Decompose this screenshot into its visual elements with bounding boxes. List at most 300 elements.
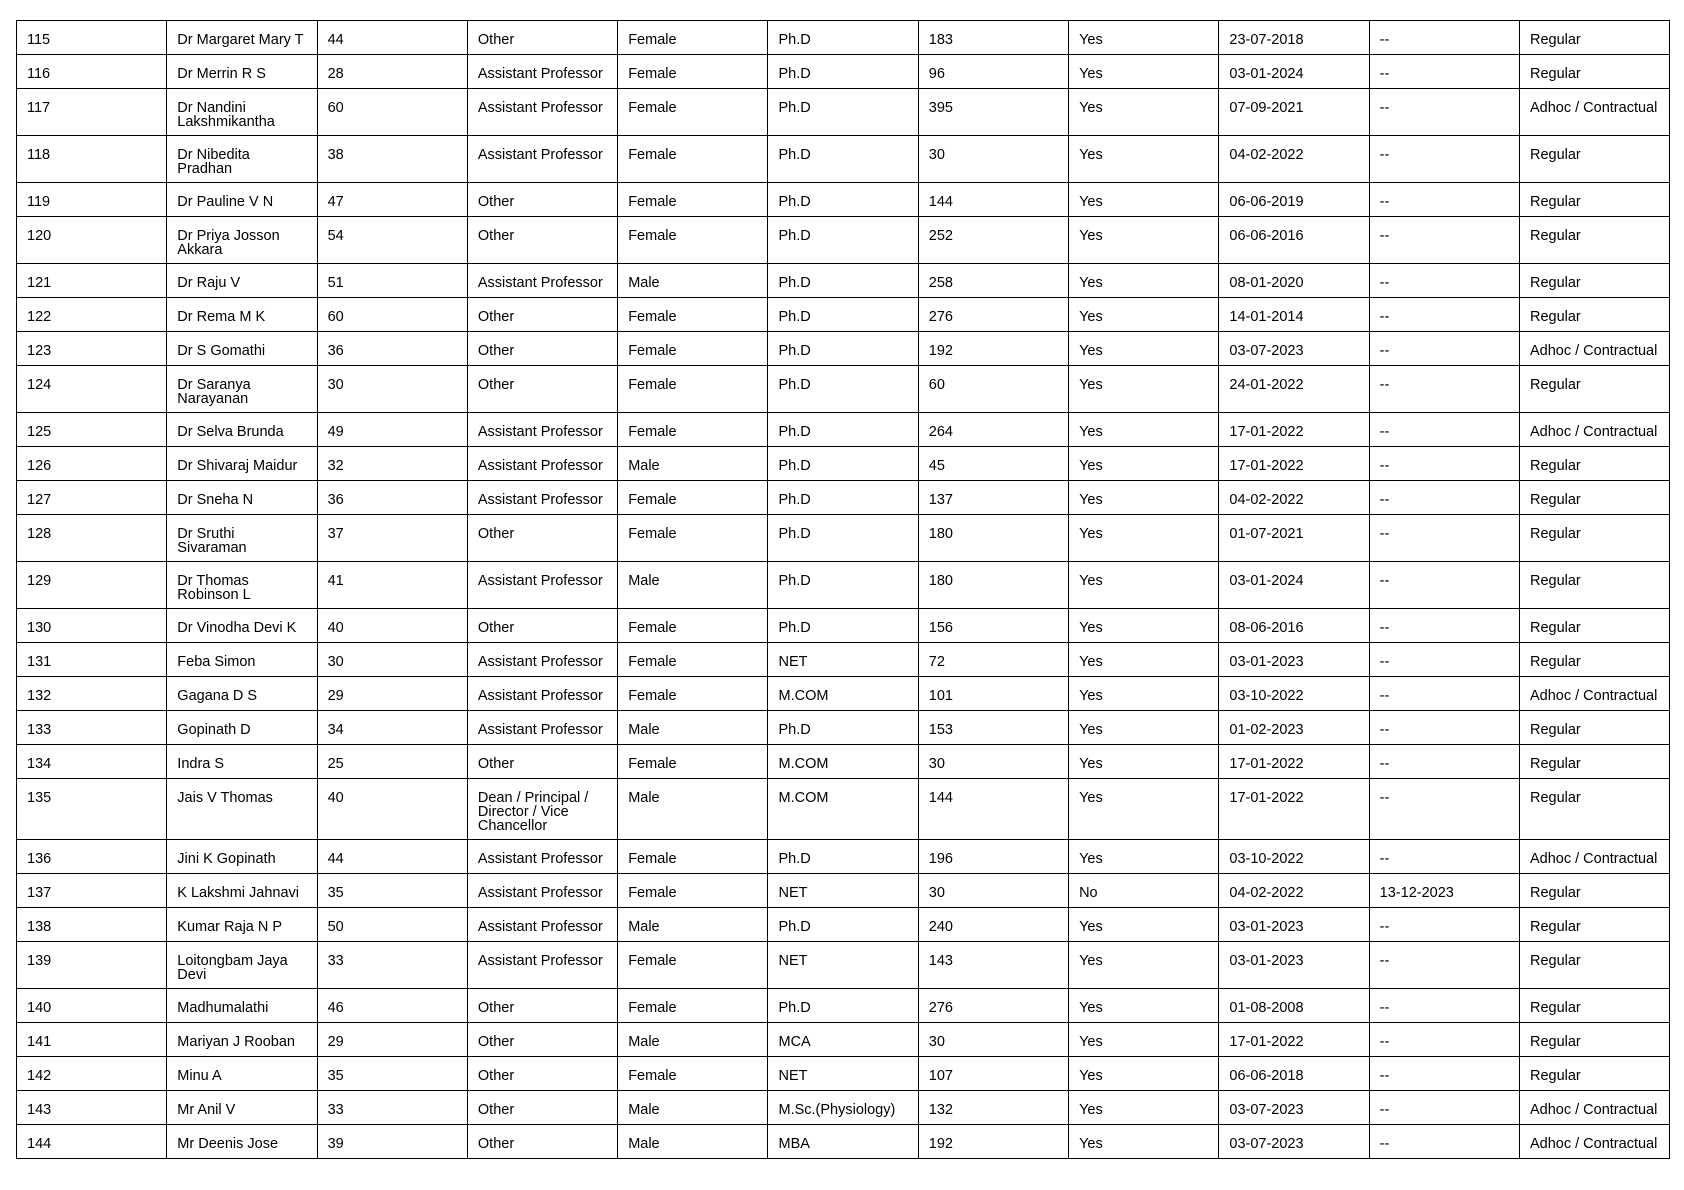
status-cell: Yes — [1069, 942, 1219, 989]
leaving-date-cell: -- — [1369, 481, 1519, 515]
qualification-cell: Ph.D — [768, 264, 918, 298]
age-cell: 36 — [317, 332, 467, 366]
age-cell: 44 — [317, 21, 467, 55]
serial-number-cell: 124 — [17, 366, 167, 413]
name-cell: Gagana D S — [167, 677, 317, 711]
experience-cell: 132 — [918, 1091, 1068, 1125]
status-cell: Yes — [1069, 1091, 1219, 1125]
table-row — [17, 332, 1670, 366]
qualification-cell: Ph.D — [768, 183, 918, 217]
leaving-date-cell: -- — [1369, 1023, 1519, 1057]
age-cell: 50 — [317, 908, 467, 942]
serial-number-cell: 129 — [17, 562, 167, 609]
designation-cell: Other — [467, 1023, 617, 1057]
age-cell: 60 — [317, 89, 467, 136]
designation-cell: Dean / Principal / Director / Vice Chancellor — [467, 779, 617, 840]
qualification-cell: M.Sc.(Physiology) — [768, 1091, 918, 1125]
status-cell: Yes — [1069, 745, 1219, 779]
table-row — [17, 942, 1670, 989]
qualification-cell: Ph.D — [768, 447, 918, 481]
leaving-date-cell: -- — [1369, 779, 1519, 840]
appointment-type-cell: Adhoc / Contractual — [1519, 840, 1669, 874]
age-cell: 30 — [317, 643, 467, 677]
designation-cell: Other — [467, 217, 617, 264]
appointment-type-cell: Adhoc / Contractual — [1519, 413, 1669, 447]
table-row — [17, 366, 1670, 413]
name-cell: Feba Simon — [167, 643, 317, 677]
qualification-cell: Ph.D — [768, 21, 918, 55]
joining-date-cell: 06-06-2019 — [1219, 183, 1369, 217]
experience-cell: 183 — [918, 21, 1068, 55]
serial-number-cell: 132 — [17, 677, 167, 711]
table-row — [17, 89, 1670, 136]
table-row — [17, 1023, 1670, 1057]
serial-number-cell: 136 — [17, 840, 167, 874]
qualification-cell: Ph.D — [768, 55, 918, 89]
designation-cell: Other — [467, 1057, 617, 1091]
qualification-cell: NET — [768, 874, 918, 908]
leaving-date-cell: -- — [1369, 298, 1519, 332]
qualification-cell: Ph.D — [768, 711, 918, 745]
age-cell: 28 — [317, 55, 467, 89]
gender-cell: Male — [618, 908, 768, 942]
appointment-type-cell: Regular — [1519, 264, 1669, 298]
status-cell: Yes — [1069, 677, 1219, 711]
joining-date-cell: 03-07-2023 — [1219, 1091, 1369, 1125]
appointment-type-cell: Regular — [1519, 515, 1669, 562]
appointment-type-cell: Regular — [1519, 643, 1669, 677]
leaving-date-cell: -- — [1369, 840, 1519, 874]
gender-cell: Female — [618, 840, 768, 874]
name-cell: Dr Raju V — [167, 264, 317, 298]
joining-date-cell: 24-01-2022 — [1219, 366, 1369, 413]
age-cell: 47 — [317, 183, 467, 217]
leaving-date-cell: -- — [1369, 366, 1519, 413]
name-cell: Dr Sruthi Sivaraman — [167, 515, 317, 562]
name-cell: Dr Vinodha Devi K — [167, 609, 317, 643]
designation-cell: Assistant Professor — [467, 677, 617, 711]
serial-number-cell: 134 — [17, 745, 167, 779]
qualification-cell: Ph.D — [768, 217, 918, 264]
name-cell: Mr Anil V — [167, 1091, 317, 1125]
name-cell: Madhumalathi — [167, 989, 317, 1023]
leaving-date-cell: -- — [1369, 609, 1519, 643]
designation-cell: Other — [467, 332, 617, 366]
joining-date-cell: 01-07-2021 — [1219, 515, 1369, 562]
designation-cell: Other — [467, 366, 617, 413]
table-row — [17, 874, 1670, 908]
designation-cell: Assistant Professor — [467, 447, 617, 481]
table-row — [17, 745, 1670, 779]
table-row — [17, 643, 1670, 677]
designation-cell: Other — [467, 21, 617, 55]
status-cell: Yes — [1069, 562, 1219, 609]
status-cell: Yes — [1069, 643, 1219, 677]
leaving-date-cell: -- — [1369, 515, 1519, 562]
leaving-date-cell: -- — [1369, 1091, 1519, 1125]
name-cell: Mariyan J Rooban — [167, 1023, 317, 1057]
name-cell: Indra S — [167, 745, 317, 779]
name-cell: Dr Nibedita Pradhan — [167, 136, 317, 183]
age-cell: 35 — [317, 874, 467, 908]
designation-cell: Other — [467, 989, 617, 1023]
experience-cell: 180 — [918, 515, 1068, 562]
qualification-cell: Ph.D — [768, 481, 918, 515]
qualification-cell: Ph.D — [768, 332, 918, 366]
appointment-type-cell: Regular — [1519, 136, 1669, 183]
name-cell: Dr Rema M K — [167, 298, 317, 332]
joining-date-cell: 06-06-2016 — [1219, 217, 1369, 264]
table-row — [17, 21, 1670, 55]
age-cell: 35 — [317, 1057, 467, 1091]
joining-date-cell: 17-01-2022 — [1219, 745, 1369, 779]
joining-date-cell: 03-01-2023 — [1219, 643, 1369, 677]
serial-number-cell: 116 — [17, 55, 167, 89]
status-cell: Yes — [1069, 711, 1219, 745]
serial-number-cell: 130 — [17, 609, 167, 643]
table-row — [17, 1091, 1670, 1125]
joining-date-cell: 17-01-2022 — [1219, 1023, 1369, 1057]
joining-date-cell: 03-01-2024 — [1219, 55, 1369, 89]
age-cell: 46 — [317, 989, 467, 1023]
table-row — [17, 562, 1670, 609]
name-cell: Loitongbam Jaya Devi — [167, 942, 317, 989]
serial-number-cell: 142 — [17, 1057, 167, 1091]
status-cell: Yes — [1069, 1057, 1219, 1091]
experience-cell: 96 — [918, 55, 1068, 89]
gender-cell: Female — [618, 481, 768, 515]
experience-cell: 144 — [918, 183, 1068, 217]
joining-date-cell: 07-09-2021 — [1219, 89, 1369, 136]
designation-cell: Assistant Professor — [467, 413, 617, 447]
gender-cell: Male — [618, 1091, 768, 1125]
qualification-cell: NET — [768, 942, 918, 989]
status-cell: Yes — [1069, 908, 1219, 942]
experience-cell: 196 — [918, 840, 1068, 874]
gender-cell: Male — [618, 1125, 768, 1159]
leaving-date-cell: -- — [1369, 332, 1519, 366]
qualification-cell: Ph.D — [768, 609, 918, 643]
gender-cell: Female — [618, 1057, 768, 1091]
gender-cell: Female — [618, 136, 768, 183]
designation-cell: Assistant Professor — [467, 264, 617, 298]
leaving-date-cell: -- — [1369, 264, 1519, 298]
serial-number-cell: 120 — [17, 217, 167, 264]
designation-cell: Assistant Professor — [467, 711, 617, 745]
name-cell: K Lakshmi Jahnavi — [167, 874, 317, 908]
experience-cell: 30 — [918, 745, 1068, 779]
appointment-type-cell: Regular — [1519, 1057, 1669, 1091]
status-cell: Yes — [1069, 55, 1219, 89]
joining-date-cell: 08-01-2020 — [1219, 264, 1369, 298]
experience-cell: 144 — [918, 779, 1068, 840]
gender-cell: Female — [618, 89, 768, 136]
appointment-type-cell: Regular — [1519, 366, 1669, 413]
gender-cell: Female — [618, 609, 768, 643]
qualification-cell: Ph.D — [768, 840, 918, 874]
qualification-cell: M.COM — [768, 745, 918, 779]
table-row — [17, 677, 1670, 711]
gender-cell: Male — [618, 711, 768, 745]
age-cell: 36 — [317, 481, 467, 515]
status-cell: Yes — [1069, 136, 1219, 183]
designation-cell: Assistant Professor — [467, 55, 617, 89]
designation-cell: Other — [467, 609, 617, 643]
experience-cell: 30 — [918, 1023, 1068, 1057]
joining-date-cell: 01-02-2023 — [1219, 711, 1369, 745]
joining-date-cell: 04-02-2022 — [1219, 481, 1369, 515]
appointment-type-cell: Regular — [1519, 745, 1669, 779]
joining-date-cell: 23-07-2018 — [1219, 21, 1369, 55]
name-cell: Dr Margaret Mary T — [167, 21, 317, 55]
joining-date-cell: 04-02-2022 — [1219, 136, 1369, 183]
table-row — [17, 989, 1670, 1023]
status-cell: Yes — [1069, 989, 1219, 1023]
status-cell: No — [1069, 874, 1219, 908]
table-row — [17, 217, 1670, 264]
serial-number-cell: 119 — [17, 183, 167, 217]
experience-cell: 107 — [918, 1057, 1068, 1091]
qualification-cell: Ph.D — [768, 562, 918, 609]
experience-cell: 264 — [918, 413, 1068, 447]
gender-cell: Female — [618, 643, 768, 677]
appointment-type-cell: Regular — [1519, 779, 1669, 840]
experience-cell: 30 — [918, 874, 1068, 908]
name-cell: Dr Selva Brunda — [167, 413, 317, 447]
age-cell: 54 — [317, 217, 467, 264]
serial-number-cell: 131 — [17, 643, 167, 677]
table-row — [17, 779, 1670, 840]
status-cell: Yes — [1069, 217, 1219, 264]
appointment-type-cell: Adhoc / Contractual — [1519, 1125, 1669, 1159]
experience-cell: 258 — [918, 264, 1068, 298]
gender-cell: Male — [618, 447, 768, 481]
serial-number-cell: 117 — [17, 89, 167, 136]
qualification-cell: Ph.D — [768, 298, 918, 332]
leaving-date-cell: -- — [1369, 711, 1519, 745]
name-cell: Gopinath D — [167, 711, 317, 745]
gender-cell: Female — [618, 55, 768, 89]
gender-cell: Female — [618, 942, 768, 989]
status-cell: Yes — [1069, 609, 1219, 643]
table-row — [17, 55, 1670, 89]
joining-date-cell: 03-07-2023 — [1219, 1125, 1369, 1159]
experience-cell: 192 — [918, 332, 1068, 366]
qualification-cell: Ph.D — [768, 908, 918, 942]
appointment-type-cell: Adhoc / Contractual — [1519, 677, 1669, 711]
table-row — [17, 840, 1670, 874]
name-cell: Jini K Gopinath — [167, 840, 317, 874]
name-cell: Dr Pauline V N — [167, 183, 317, 217]
serial-number-cell: 122 — [17, 298, 167, 332]
faculty-table — [16, 20, 1670, 1159]
status-cell: Yes — [1069, 366, 1219, 413]
gender-cell: Female — [618, 217, 768, 264]
serial-number-cell: 144 — [17, 1125, 167, 1159]
name-cell: Dr Thomas Robinson L — [167, 562, 317, 609]
appointment-type-cell: Regular — [1519, 55, 1669, 89]
gender-cell: Female — [618, 745, 768, 779]
leaving-date-cell: -- — [1369, 55, 1519, 89]
qualification-cell: M.COM — [768, 779, 918, 840]
age-cell: 37 — [317, 515, 467, 562]
age-cell: 25 — [317, 745, 467, 779]
table-row — [17, 136, 1670, 183]
appointment-type-cell: Regular — [1519, 609, 1669, 643]
designation-cell: Other — [467, 515, 617, 562]
designation-cell: Assistant Professor — [467, 89, 617, 136]
experience-cell: 30 — [918, 136, 1068, 183]
qualification-cell: Ph.D — [768, 413, 918, 447]
designation-cell: Assistant Professor — [467, 562, 617, 609]
appointment-type-cell: Regular — [1519, 1023, 1669, 1057]
status-cell: Yes — [1069, 1023, 1219, 1057]
designation-cell: Assistant Professor — [467, 908, 617, 942]
serial-number-cell: 121 — [17, 264, 167, 298]
joining-date-cell: 17-01-2022 — [1219, 779, 1369, 840]
appointment-type-cell: Adhoc / Contractual — [1519, 332, 1669, 366]
gender-cell: Male — [618, 562, 768, 609]
age-cell: 60 — [317, 298, 467, 332]
name-cell: Kumar Raja N P — [167, 908, 317, 942]
leaving-date-cell: 13-12-2023 — [1369, 874, 1519, 908]
leaving-date-cell: -- — [1369, 745, 1519, 779]
gender-cell: Female — [618, 677, 768, 711]
joining-date-cell: 03-01-2023 — [1219, 908, 1369, 942]
designation-cell: Assistant Professor — [467, 874, 617, 908]
joining-date-cell: 03-01-2024 — [1219, 562, 1369, 609]
appointment-type-cell: Adhoc / Contractual — [1519, 1091, 1669, 1125]
status-cell: Yes — [1069, 1125, 1219, 1159]
experience-cell: 276 — [918, 298, 1068, 332]
experience-cell: 276 — [918, 989, 1068, 1023]
age-cell: 44 — [317, 840, 467, 874]
joining-date-cell: 03-07-2023 — [1219, 332, 1369, 366]
leaving-date-cell: -- — [1369, 942, 1519, 989]
experience-cell: 252 — [918, 217, 1068, 264]
gender-cell: Female — [618, 332, 768, 366]
serial-number-cell: 126 — [17, 447, 167, 481]
name-cell: Dr Shivaraj Maidur — [167, 447, 317, 481]
gender-cell: Male — [618, 1023, 768, 1057]
serial-number-cell: 115 — [17, 21, 167, 55]
status-cell: Yes — [1069, 89, 1219, 136]
joining-date-cell: 08-06-2016 — [1219, 609, 1369, 643]
leaving-date-cell: -- — [1369, 217, 1519, 264]
leaving-date-cell: -- — [1369, 908, 1519, 942]
qualification-cell: MBA — [768, 1125, 918, 1159]
experience-cell: 143 — [918, 942, 1068, 989]
status-cell: Yes — [1069, 840, 1219, 874]
experience-cell: 101 — [918, 677, 1068, 711]
leaving-date-cell: -- — [1369, 1057, 1519, 1091]
name-cell: Dr S Gomathi — [167, 332, 317, 366]
status-cell: Yes — [1069, 447, 1219, 481]
serial-number-cell: 140 — [17, 989, 167, 1023]
name-cell: Jais V Thomas — [167, 779, 317, 840]
status-cell: Yes — [1069, 481, 1219, 515]
designation-cell: Assistant Professor — [467, 643, 617, 677]
serial-number-cell: 143 — [17, 1091, 167, 1125]
designation-cell: Assistant Professor — [467, 136, 617, 183]
experience-cell: 45 — [918, 447, 1068, 481]
age-cell: 40 — [317, 609, 467, 643]
serial-number-cell: 135 — [17, 779, 167, 840]
name-cell: Minu A — [167, 1057, 317, 1091]
table-row — [17, 609, 1670, 643]
leaving-date-cell: -- — [1369, 562, 1519, 609]
gender-cell: Female — [618, 874, 768, 908]
age-cell: 33 — [317, 1091, 467, 1125]
age-cell: 38 — [317, 136, 467, 183]
age-cell: 29 — [317, 1023, 467, 1057]
serial-number-cell: 139 — [17, 942, 167, 989]
gender-cell: Female — [618, 515, 768, 562]
joining-date-cell: 03-01-2023 — [1219, 942, 1369, 989]
leaving-date-cell: -- — [1369, 21, 1519, 55]
table-body — [17, 21, 1670, 1159]
serial-number-cell: 118 — [17, 136, 167, 183]
age-cell: 30 — [317, 366, 467, 413]
gender-cell: Female — [618, 989, 768, 1023]
gender-cell: Female — [618, 413, 768, 447]
status-cell: Yes — [1069, 779, 1219, 840]
name-cell: Mr Deenis Jose — [167, 1125, 317, 1159]
designation-cell: Other — [467, 1091, 617, 1125]
table-row — [17, 1057, 1670, 1091]
age-cell: 33 — [317, 942, 467, 989]
age-cell: 51 — [317, 264, 467, 298]
name-cell: Dr Priya Josson Akkara — [167, 217, 317, 264]
age-cell: 49 — [317, 413, 467, 447]
leaving-date-cell: -- — [1369, 989, 1519, 1023]
table-row — [17, 481, 1670, 515]
qualification-cell: Ph.D — [768, 989, 918, 1023]
gender-cell: Male — [618, 264, 768, 298]
gender-cell: Female — [618, 183, 768, 217]
name-cell: Dr Nandini Lakshmikantha — [167, 89, 317, 136]
table-row — [17, 711, 1670, 745]
designation-cell: Other — [467, 1125, 617, 1159]
status-cell: Yes — [1069, 21, 1219, 55]
serial-number-cell: 128 — [17, 515, 167, 562]
serial-number-cell: 141 — [17, 1023, 167, 1057]
designation-cell: Assistant Professor — [467, 942, 617, 989]
status-cell: Yes — [1069, 298, 1219, 332]
status-cell: Yes — [1069, 264, 1219, 298]
name-cell: Dr Saranya Narayanan — [167, 366, 317, 413]
experience-cell: 153 — [918, 711, 1068, 745]
serial-number-cell: 123 — [17, 332, 167, 366]
designation-cell: Other — [467, 183, 617, 217]
designation-cell: Assistant Professor — [467, 481, 617, 515]
status-cell: Yes — [1069, 183, 1219, 217]
appointment-type-cell: Regular — [1519, 562, 1669, 609]
leaving-date-cell: -- — [1369, 183, 1519, 217]
joining-date-cell: 03-10-2022 — [1219, 840, 1369, 874]
name-cell: Dr Sneha N — [167, 481, 317, 515]
gender-cell: Female — [618, 366, 768, 413]
qualification-cell: MCA — [768, 1023, 918, 1057]
designation-cell: Other — [467, 745, 617, 779]
leaving-date-cell: -- — [1369, 447, 1519, 481]
appointment-type-cell: Regular — [1519, 942, 1669, 989]
table-row — [17, 264, 1670, 298]
gender-cell: Female — [618, 298, 768, 332]
appointment-type-cell: Regular — [1519, 447, 1669, 481]
age-cell: 29 — [317, 677, 467, 711]
leaving-date-cell: -- — [1369, 136, 1519, 183]
